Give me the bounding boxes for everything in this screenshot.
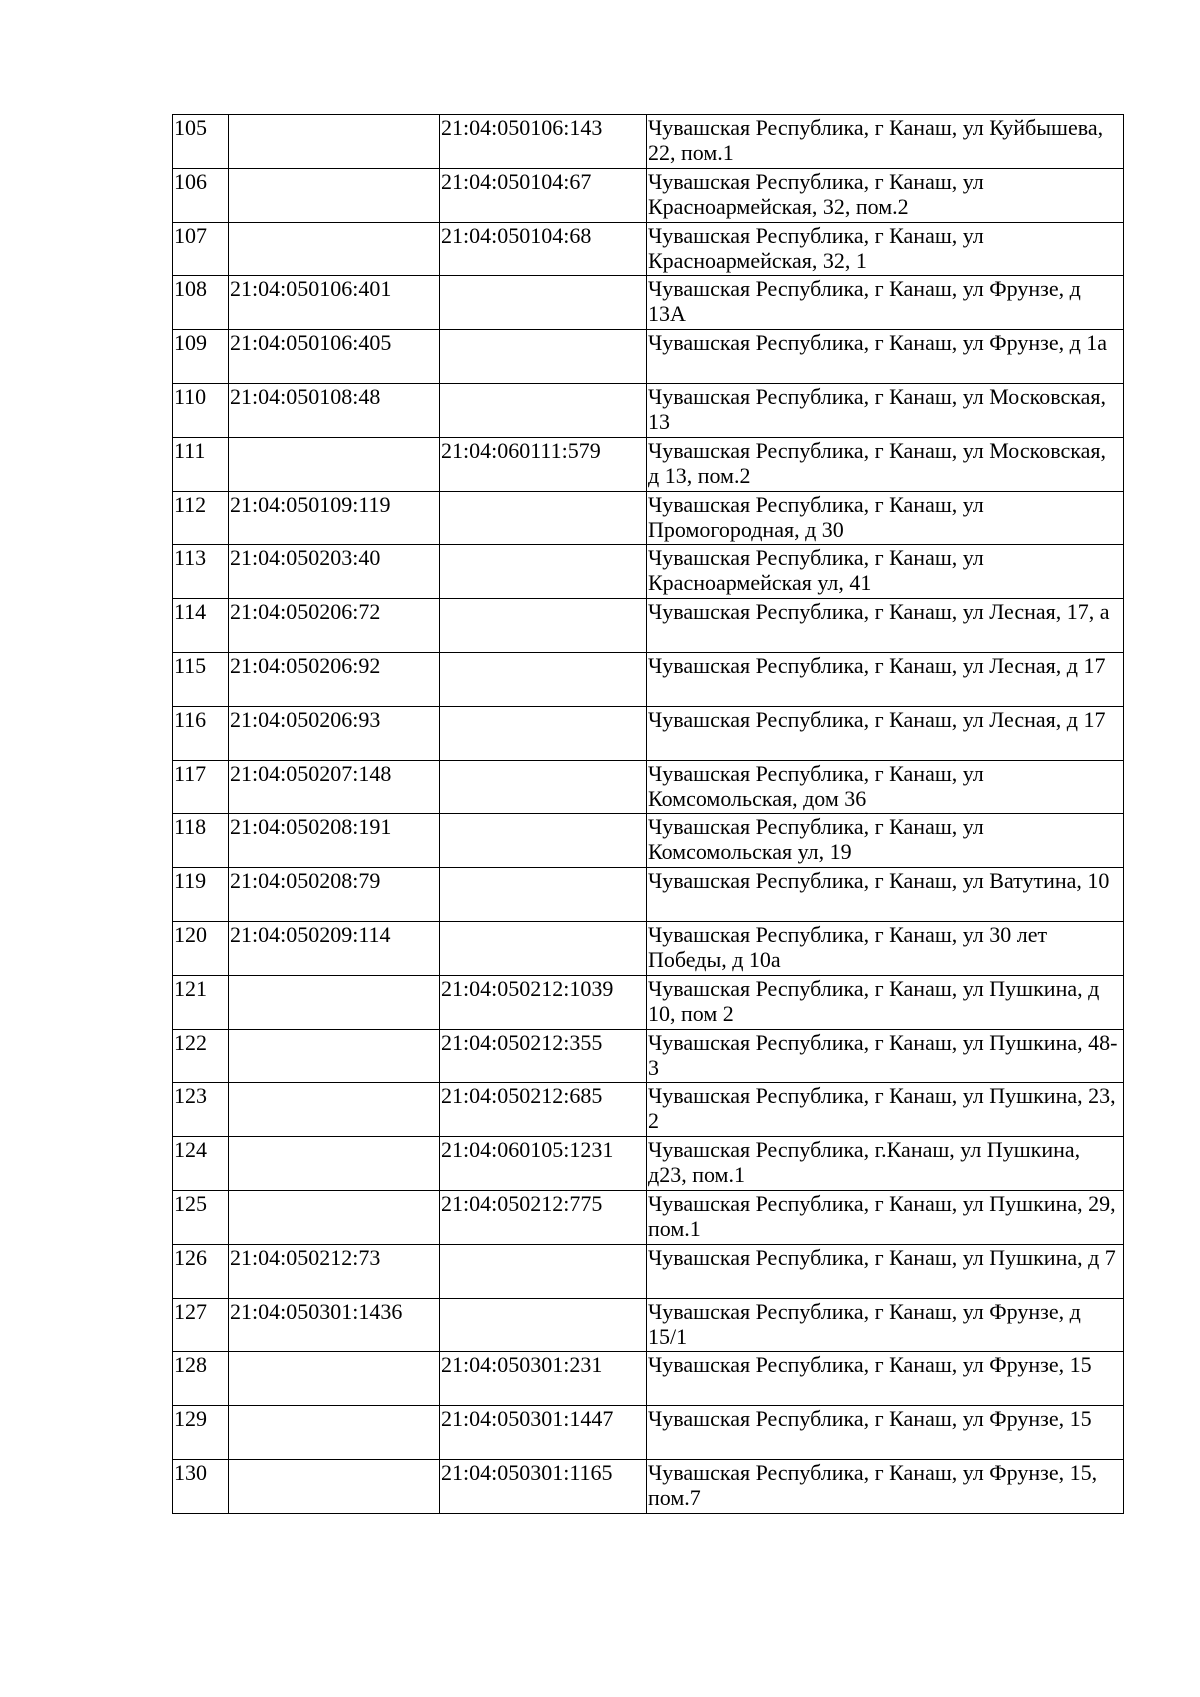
building-cadastral-number-cell: [440, 545, 647, 599]
parcel-cadastral-number-cell: 21:04:050208:191: [229, 814, 440, 868]
row-number-cell: 110: [173, 383, 229, 437]
row-number-cell: 106: [173, 168, 229, 222]
table-row: [173, 1459, 1124, 1513]
building-cadastral-number-cell: [440, 814, 647, 868]
parcel-cadastral-number-cell: [229, 1190, 440, 1244]
address-cell: Чувашская Республика, г Канаш, ул Лесная, 17, а: [647, 599, 1124, 653]
address-cell: Чувашская Республика, г Канаш, ул Пушкина, 48-3: [647, 1029, 1124, 1083]
address-cell: Чувашская Республика, г Канаш, ул Пушкина, 23, 2: [647, 1083, 1124, 1137]
address-cell: Чувашская Республика, г Канаш, ул Фрунзе, д 13А: [647, 276, 1124, 330]
row-number-cell: 122: [173, 1029, 229, 1083]
address-cell: Чувашская Республика, г.Канаш, ул Пушкина, д23, пом.1: [647, 1137, 1124, 1191]
parcel-cadastral-number-cell: [229, 168, 440, 222]
row-number-cell: 111: [173, 437, 229, 491]
table-row: [173, 1406, 1124, 1460]
building-cadastral-number-cell: 21:04:060111:579: [440, 437, 647, 491]
parcel-cadastral-number-cell: 21:04:050208:79: [229, 868, 440, 922]
parcel-cadastral-number-cell: 21:04:050209:114: [229, 921, 440, 975]
address-cell: Чувашская Республика, г Канаш, ул Фрунзе, д 1а: [647, 330, 1124, 384]
parcel-cadastral-number-cell: 21:04:050203:40: [229, 545, 440, 599]
row-number-cell: 128: [173, 1352, 229, 1406]
building-cadastral-number-cell: 21:04:050301:231: [440, 1352, 647, 1406]
building-cadastral-number-cell: 21:04:050212:355: [440, 1029, 647, 1083]
row-number-cell: 121: [173, 975, 229, 1029]
building-cadastral-number-cell: [440, 491, 647, 545]
table-row: [173, 276, 1124, 330]
building-cadastral-number-cell: [440, 383, 647, 437]
address-cell: Чувашская Республика, г Канаш, ул Пушкина, 29, пом.1: [647, 1190, 1124, 1244]
parcel-cadastral-number-cell: [229, 1459, 440, 1513]
parcel-cadastral-number-cell: [229, 222, 440, 276]
table-row: [173, 1352, 1124, 1406]
address-cell: Чувашская Республика, г Канаш, ул Фрунзе, 15, пом.7: [647, 1459, 1124, 1513]
row-number-cell: 107: [173, 222, 229, 276]
address-cell: Чувашская Республика, г Канаш, ул Фрунзе, 15: [647, 1406, 1124, 1460]
parcel-cadastral-number-cell: 21:04:050206:93: [229, 706, 440, 760]
building-cadastral-number-cell: 21:04:060105:1231: [440, 1137, 647, 1191]
address-cell: Чувашская Республика, г Канаш, ул Красноармейская, 32, пом.2: [647, 168, 1124, 222]
row-number-cell: 127: [173, 1298, 229, 1352]
row-number-cell: 105: [173, 115, 229, 169]
row-number-cell: 114: [173, 599, 229, 653]
parcel-cadastral-number-cell: 21:04:050212:73: [229, 1244, 440, 1298]
address-cell: Чувашская Республика, г Канаш, ул Лесная, д 17: [647, 706, 1124, 760]
building-cadastral-number-cell: [440, 760, 647, 814]
address-cell: Чувашская Республика, г Канаш, ул Фрунзе, 15: [647, 1352, 1124, 1406]
building-cadastral-number-cell: [440, 276, 647, 330]
property-registry-table: [172, 114, 1124, 1514]
row-number-cell: 124: [173, 1137, 229, 1191]
table-row: [173, 760, 1124, 814]
row-number-cell: 125: [173, 1190, 229, 1244]
building-cadastral-number-cell: [440, 706, 647, 760]
address-cell: Чувашская Республика, г Канаш, ул Красноармейская ул, 41: [647, 545, 1124, 599]
address-cell: Чувашская Республика, г Канаш, ул Комсомольская ул, 19: [647, 814, 1124, 868]
address-cell: Чувашская Республика, г Канаш, ул Лесная, д 17: [647, 652, 1124, 706]
row-number-cell: 120: [173, 921, 229, 975]
parcel-cadastral-number-cell: 21:04:050109:119: [229, 491, 440, 545]
parcel-cadastral-number-cell: [229, 1083, 440, 1137]
table-row: [173, 383, 1124, 437]
address-cell: Чувашская Республика, г Канаш, ул Фрунзе, д 15/1: [647, 1298, 1124, 1352]
parcel-cadastral-number-cell: 21:04:050206:92: [229, 652, 440, 706]
row-number-cell: 109: [173, 330, 229, 384]
parcel-cadastral-number-cell: 21:04:050108:48: [229, 383, 440, 437]
table-row: [173, 921, 1124, 975]
address-cell: Чувашская Республика, г Канаш, ул Куйбышева, 22, пом.1: [647, 115, 1124, 169]
parcel-cadastral-number-cell: 21:04:050106:405: [229, 330, 440, 384]
building-cadastral-number-cell: 21:04:050104:67: [440, 168, 647, 222]
row-number-cell: 119: [173, 868, 229, 922]
building-cadastral-number-cell: [440, 1298, 647, 1352]
address-cell: Чувашская Республика, г Канаш, ул Ватутина, 10: [647, 868, 1124, 922]
table-row: [173, 1137, 1124, 1191]
address-cell: Чувашская Республика, г Канаш, ул Московская, 13: [647, 383, 1124, 437]
table-row: [173, 437, 1124, 491]
table-row: [173, 1083, 1124, 1137]
parcel-cadastral-number-cell: 21:04:050106:401: [229, 276, 440, 330]
building-cadastral-number-cell: [440, 599, 647, 653]
table-row: [173, 115, 1124, 169]
building-cadastral-number-cell: [440, 1244, 647, 1298]
parcel-cadastral-number-cell: 21:04:050207:148: [229, 760, 440, 814]
address-cell: Чувашская Республика, г Канаш, ул Красноармейская, 32, 1: [647, 222, 1124, 276]
parcel-cadastral-number-cell: 21:04:050206:72: [229, 599, 440, 653]
table-row: [173, 814, 1124, 868]
parcel-cadastral-number-cell: [229, 437, 440, 491]
table-row: [173, 868, 1124, 922]
address-cell: Чувашская Республика, г Канаш, ул 30 лет Победы, д 10а: [647, 921, 1124, 975]
table-row: [173, 545, 1124, 599]
address-cell: Чувашская Республика, г Канаш, ул Пушкина, д 10, пом 2: [647, 975, 1124, 1029]
parcel-cadastral-number-cell: [229, 1137, 440, 1191]
row-number-cell: 123: [173, 1083, 229, 1137]
building-cadastral-number-cell: [440, 868, 647, 922]
row-number-cell: 117: [173, 760, 229, 814]
table-row: [173, 599, 1124, 653]
row-number-cell: 130: [173, 1459, 229, 1513]
row-number-cell: 116: [173, 706, 229, 760]
table-row: [173, 652, 1124, 706]
row-number-cell: 129: [173, 1406, 229, 1460]
parcel-cadastral-number-cell: [229, 115, 440, 169]
table-row: [173, 1244, 1124, 1298]
row-number-cell: 115: [173, 652, 229, 706]
table-row: [173, 1029, 1124, 1083]
building-cadastral-number-cell: 21:04:050106:143: [440, 115, 647, 169]
table-row: [173, 706, 1124, 760]
registry-table-body: [173, 115, 1124, 1514]
building-cadastral-number-cell: [440, 921, 647, 975]
row-number-cell: 108: [173, 276, 229, 330]
building-cadastral-number-cell: 21:04:050212:685: [440, 1083, 647, 1137]
row-number-cell: 112: [173, 491, 229, 545]
address-cell: Чувашская Республика, г Канаш, ул Комсомольская, дом 36: [647, 760, 1124, 814]
table-row: [173, 975, 1124, 1029]
building-cadastral-number-cell: 21:04:050212:775: [440, 1190, 647, 1244]
parcel-cadastral-number-cell: [229, 1352, 440, 1406]
parcel-cadastral-number-cell: 21:04:050301:1436: [229, 1298, 440, 1352]
parcel-cadastral-number-cell: [229, 1406, 440, 1460]
parcel-cadastral-number-cell: [229, 975, 440, 1029]
building-cadastral-number-cell: [440, 330, 647, 384]
building-cadastral-number-cell: 21:04:050301:1447: [440, 1406, 647, 1460]
parcel-cadastral-number-cell: [229, 1029, 440, 1083]
address-cell: Чувашская Республика, г Канаш, ул Московская, д 13, пом.2: [647, 437, 1124, 491]
building-cadastral-number-cell: 21:04:050212:1039: [440, 975, 647, 1029]
building-cadastral-number-cell: 21:04:050104:68: [440, 222, 647, 276]
table-row: [173, 330, 1124, 384]
building-cadastral-number-cell: [440, 652, 647, 706]
table-row: [173, 1298, 1124, 1352]
row-number-cell: 113: [173, 545, 229, 599]
address-cell: Чувашская Республика, г Канаш, ул Промогородная, д 30: [647, 491, 1124, 545]
table-row: [173, 168, 1124, 222]
row-number-cell: 118: [173, 814, 229, 868]
table-row: [173, 1190, 1124, 1244]
address-cell: Чувашская Республика, г Канаш, ул Пушкина, д 7: [647, 1244, 1124, 1298]
row-number-cell: 126: [173, 1244, 229, 1298]
table-row: [173, 222, 1124, 276]
building-cadastral-number-cell: 21:04:050301:1165: [440, 1459, 647, 1513]
table-row: [173, 491, 1124, 545]
